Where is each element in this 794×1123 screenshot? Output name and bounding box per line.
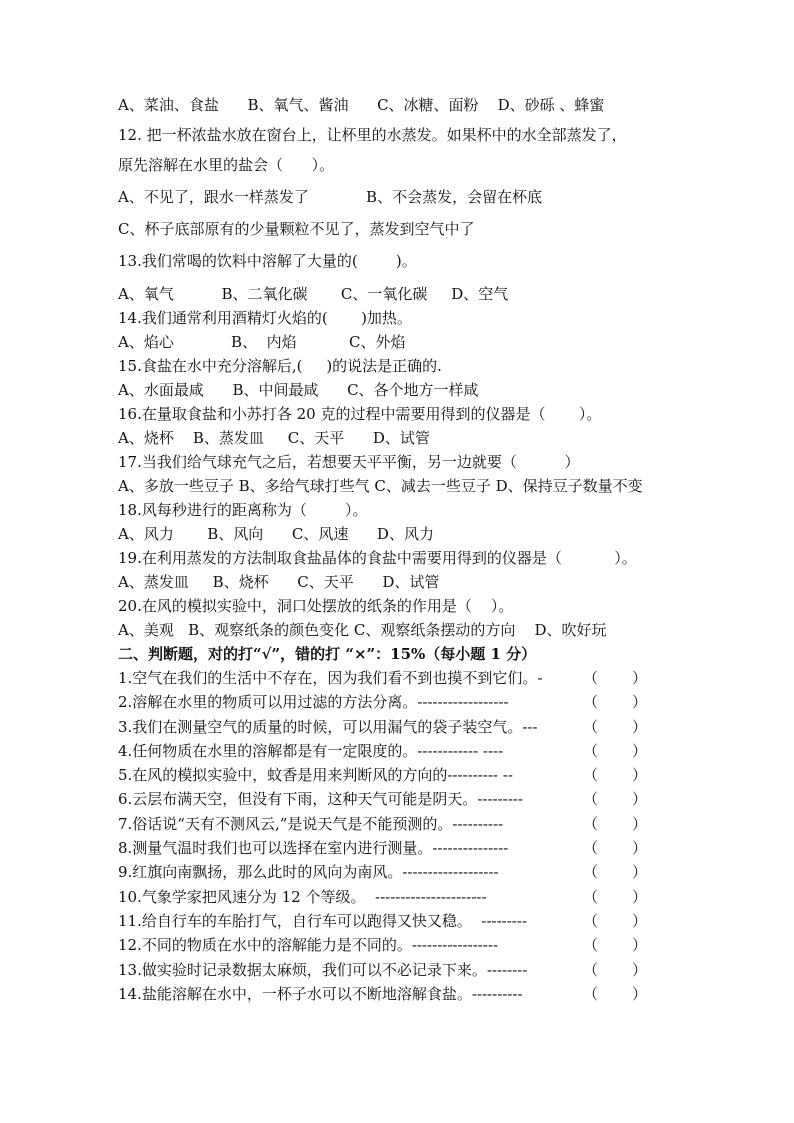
judgment-item bbox=[118, 814, 683, 838]
judgment-text: 14.盐能溶解在水中，一杯子水可以不断地溶解食盐。---------- bbox=[118, 984, 523, 1003]
paren-close: ） bbox=[631, 863, 647, 882]
paren-close: ） bbox=[631, 984, 647, 1003]
judgment-item bbox=[118, 935, 683, 959]
answer-blank[interactable] bbox=[583, 984, 647, 1004]
q15-stem: 15.食盐在水中充分溶解后,( )的说法是正确的. bbox=[118, 357, 442, 375]
judgment-item bbox=[118, 717, 683, 741]
section-title-judgment: 二、判断题，对的打“√”，错的打 “×”：15%（每小题 1 分） bbox=[118, 645, 537, 663]
worksheet bbox=[118, 92, 683, 1008]
q17-options: A、多放一些豆子 B、多给气球打些气 C、减去一些豆子 D、保持豆子数量不变 bbox=[118, 477, 643, 495]
paren-open: （ bbox=[583, 984, 599, 1003]
answer-blank[interactable] bbox=[583, 911, 647, 931]
judgment-text: 12.不同的物质在水中的溶解能力是不同的。----------------- bbox=[118, 936, 499, 955]
paren-close: ） bbox=[631, 717, 647, 736]
paren-open: （ bbox=[583, 669, 599, 687]
paren-open: （ bbox=[583, 887, 599, 906]
answer-blank[interactable] bbox=[583, 741, 647, 761]
paren-open: （ bbox=[583, 936, 599, 955]
judgment-text: 11.给自行车的车胎打气，自行车可以跑得又快又稳。 --------- bbox=[118, 911, 528, 930]
answer-blank[interactable] bbox=[583, 960, 647, 980]
judgment-item bbox=[118, 765, 683, 789]
answer-blank[interactable] bbox=[583, 789, 647, 809]
judgment-text: 6.云层布满天空，但没有下雨，这种天气可能是阴天。--------- bbox=[118, 790, 523, 809]
q12-options-ab: A、不见了，跟水一样蒸发了 B、不会蒸发，会留在杯底 bbox=[118, 188, 543, 206]
answer-blank[interactable] bbox=[583, 862, 647, 882]
paren-open: （ bbox=[583, 790, 599, 809]
judgment-item bbox=[118, 911, 683, 935]
judgment-text: 8.测量气温时我们也可以选择在室内进行测量。--------------- bbox=[118, 839, 509, 858]
judgment-item bbox=[118, 668, 683, 692]
q13-options: A、氧气 B、二氧化碳 C、一氧化碳 D、空气 bbox=[118, 285, 509, 303]
paren-close: ） bbox=[631, 790, 647, 809]
q18-stem: 18.风每秒进行的距离称为（ ）。 bbox=[118, 501, 368, 519]
q16-options: A、烧杯 B、蒸发皿 C、天平 D、试管 bbox=[118, 429, 430, 447]
q12-stem-cont: 原先溶解在水里的盐会（ ）。 bbox=[118, 156, 335, 174]
q14-options: A、焰心 B、 内焰 C、外焰 bbox=[118, 333, 406, 351]
q20-options: A、美观 B、观察纸条的颜色变化 C、观察纸条摆动的方向 D、吹好玩 bbox=[118, 621, 607, 639]
judgment-text: 2.溶解在水里的物质可以用过滤的方法分离。------------------ bbox=[118, 693, 509, 712]
paren-close: ） bbox=[631, 669, 647, 687]
answer-blank[interactable] bbox=[583, 765, 647, 785]
paren-close: ） bbox=[631, 839, 647, 858]
answer-blank[interactable] bbox=[583, 814, 647, 834]
paren-open: （ bbox=[583, 960, 599, 979]
answer-blank[interactable] bbox=[583, 887, 647, 907]
q15-options: A、水面最咸 B、中间最咸 C、各个地方一样咸 bbox=[118, 381, 479, 399]
judgment-text: 7.俗话说“天有不测风云,”是说天气是不能预测的。---------- bbox=[118, 814, 504, 833]
paren-close: ） bbox=[631, 911, 647, 930]
q17-stem: 17.当我们给气球充气之后，若想要天平平衡，另一边就要（ ） bbox=[118, 453, 580, 471]
answer-blank[interactable] bbox=[583, 717, 647, 737]
paren-open: （ bbox=[583, 693, 599, 712]
paren-close: ） bbox=[631, 936, 647, 955]
judgment-item bbox=[118, 789, 683, 813]
q12-options-c: C、杯子底部原有的少量颗粒不见了，蒸发到空气中了 bbox=[118, 220, 475, 238]
judgment-item bbox=[118, 741, 683, 765]
paren-close: ） bbox=[631, 741, 647, 760]
judgment-item bbox=[118, 692, 683, 716]
judgment-text: 3.我们在测量空气的质量的时候，可以用漏气的袋子装空气。--- bbox=[118, 717, 538, 736]
judgment-item bbox=[118, 960, 683, 984]
answer-blank[interactable] bbox=[583, 838, 647, 858]
q16-stem: 16.在量取食盐和小苏打各 20 克的过程中需要用得到的仪器是（ ）。 bbox=[118, 405, 602, 423]
judgment-text: 5.在风的模拟实验中，蚊香是用来判断风的方向的---------- -- bbox=[118, 766, 513, 785]
paren-close: ） bbox=[631, 766, 647, 785]
q14-stem: 14.我们通常利用酒精灯火焰的( )加热。 bbox=[118, 309, 412, 327]
judgment-list bbox=[118, 668, 683, 1008]
judgment-text: 10.气象学家把风速分为 12 个等级。 ---------------------- bbox=[118, 887, 487, 906]
judgment-text: 13.做实验时记录数据太麻烦，我们可以不必记录下来。-------- bbox=[118, 960, 528, 979]
paren-open: （ bbox=[583, 717, 599, 736]
paren-close: ） bbox=[631, 814, 647, 833]
judgment-item bbox=[118, 984, 683, 1008]
q11-options: A、菜油、食盐 B、氧气、酱油 C、冰糖、面粉 D、砂砾 、蜂蜜 bbox=[118, 96, 605, 114]
answer-blank[interactable] bbox=[583, 692, 647, 712]
q18-options: A、风力 B、风向 C、风速 D、风力 bbox=[118, 525, 434, 543]
paren-open: （ bbox=[583, 814, 599, 833]
judgment-item bbox=[118, 887, 683, 911]
paren-open: （ bbox=[583, 741, 599, 760]
judgment-item bbox=[118, 862, 683, 886]
paren-close: ） bbox=[631, 960, 647, 979]
paren-open: （ bbox=[583, 839, 599, 858]
q19-options: A、蒸发皿 B、烧杯 C、天平 D、试管 bbox=[118, 573, 440, 591]
paren-open: （ bbox=[583, 911, 599, 930]
answer-blank[interactable] bbox=[583, 668, 647, 688]
judgment-item bbox=[118, 838, 683, 862]
paren-close: ） bbox=[631, 693, 647, 712]
q20-stem: 20.在风的模拟实验中，洞口处摆放的纸条的作用是（ ）。 bbox=[118, 597, 514, 615]
answer-blank[interactable] bbox=[583, 935, 647, 955]
paren-open: （ bbox=[583, 766, 599, 785]
q13-stem: 13.我们常喝的饮料中溶解了大量的( )。 bbox=[118, 252, 417, 270]
judgment-text: 4.任何物质在水里的溶解都是有一定限度的。------------ ---- bbox=[118, 741, 504, 760]
paren-close: ） bbox=[631, 887, 647, 906]
judgment-text: 1.空气在我们的生活中不存在，因为我们看不到也摸不到它们。- bbox=[118, 669, 543, 687]
paren-open: （ bbox=[583, 863, 599, 882]
judgment-text: 9.红旗向南飘扬，那么此时的风向为南风。------------------- bbox=[118, 863, 499, 882]
q12-stem: 12. 把一杯浓盐水放在窗台上，让杯里的水蒸发。如果杯中的水全部蒸发了， bbox=[118, 126, 627, 144]
q19-stem: 19.在利用蒸发的方法制取食盐晶体的食盐中需要用得到的仪器是（ ）。 bbox=[118, 549, 637, 567]
